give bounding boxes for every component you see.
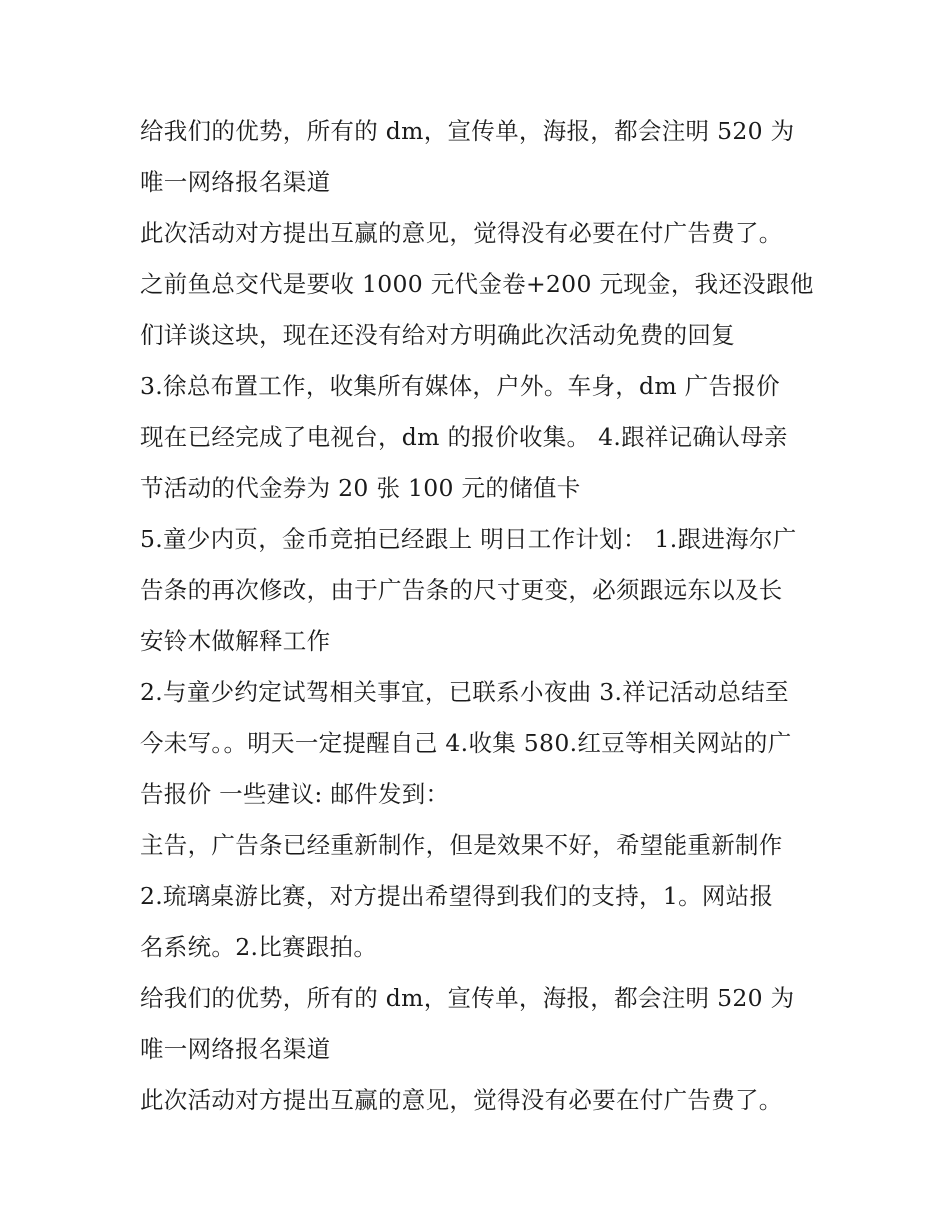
text-line: 现在已经完成了电视台，dm 的报价收集。 4.跟祥记确认母亲 [140,423,788,451]
text-line: 2.琉璃桌游比赛，对方提出希望得到我们的支持，1。网站报 [140,882,774,910]
text-line: 节活动的代金券为 20 张 100 元的储值卡 [140,474,581,502]
text-line: 给我们的优势，所有的 dm，宣传单，海报，都会注明 520 为 [140,117,795,145]
text-line: 3.徐总布置工作，收集所有媒体，户外。车身，dm 广告报价 [140,372,780,400]
text-line: 给我们的优势，所有的 dm，宣传单，海报，都会注明 520 为 [140,984,795,1012]
text-line: 唯一网络报名渠道 [140,1035,331,1063]
text-line: 主告，广告条已经重新制作，但是效果不好，希望能重新制作 [140,831,783,859]
document-body [140,106,830,1126]
text-line: 唯一网络报名渠道 [140,168,331,196]
text-line: 安铃木做解释工作 [140,627,331,655]
text-line: 们详谈这块，现在还没有给对方明确此次活动免费的回复 [140,321,735,349]
text-line: 之前鱼总交代是要收 1000 元代金卷+200 元现金，我还没跟他 [140,270,814,298]
text-line: 5.童少内页，金币竞拍已经跟上 明日工作计划： 1.跟进海尔广 [140,525,797,553]
text-line: 名系统。2.比赛跟拍。 [140,933,378,961]
text-line: 告报价 一些建议: 邮件发到： [140,780,450,808]
text-line: 告条的再次修改，由于广告条的尺寸更变，必须跟远东以及长 [140,576,783,604]
text-line: 2.与童少约定试驾相关事宜，已联系小夜曲 3.祥记活动总结至 [140,678,789,706]
text-line: 此次活动对方提出互赢的意见，觉得没有必要在付广告费了。 [140,1086,783,1114]
text-line: 今未写。。明天一定提醒自己 4.收集 580.红豆等相关网站的广 [140,729,792,757]
text-line: 此次活动对方提出互赢的意见，觉得没有必要在付广告费了。 [140,219,783,247]
